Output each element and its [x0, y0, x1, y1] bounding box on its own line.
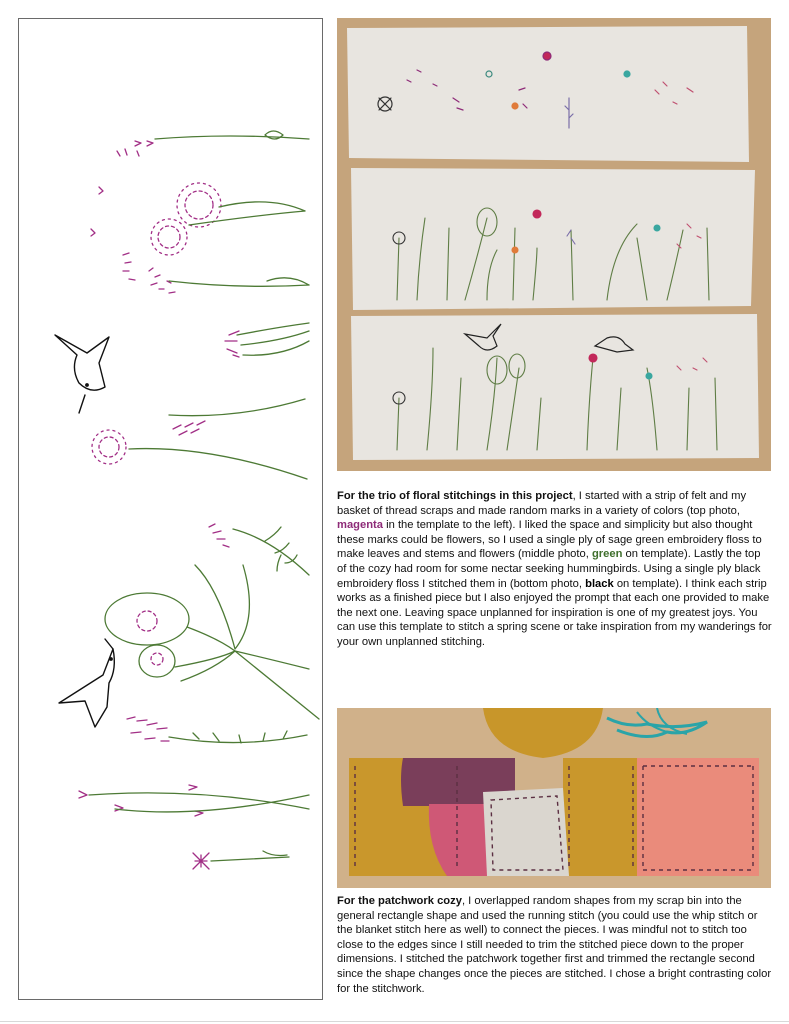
patchwork-description-lead: For the patchwork cozy — [337, 895, 462, 907]
floral-description — [337, 489, 772, 650]
embroidery-template — [18, 18, 323, 1000]
floral-strips-photo — [337, 18, 771, 471]
patchwork-text: , I overlapped random shapes from my scrap bin into the general rectangle shape and used the running stitch (you could use the whip stitch or the blanket stitch here as well) to connect the pieces. I was mindful not to stitch too close to the edges since I still needed to trim the stitched piece down to the proper dimensions. I stitched the patchwork together first and trimmed the rectangle second since the shape changes once the pieces are stitched. I chose a bright contrasting color for the stitchwork. — [337, 895, 772, 995]
patchwork-description — [337, 894, 772, 996]
black-highlight: black — [585, 577, 614, 590]
floral-description-lead: For the trio of floral stitchings in this project — [337, 490, 573, 502]
magenta-highlight: magenta — [337, 519, 384, 532]
page-bottom-rule — [0, 1021, 789, 1022]
patchwork-photo — [337, 708, 771, 888]
template-drawing — [19, 19, 324, 1001]
floral-text-4: on template). I think each strip works as a finished piece but I also enjoyed the prompt that each one provided to make the next one. Leaving space unplanned for inspiration is one of my greatest joys. You can use this template to stitch a spring scene or take inspiration from my wanderings for your own unplanned stitching. — [337, 577, 772, 648]
template-green-stems — [89, 131, 319, 861]
floral-text-2: in the template to the left). I liked the space and simplicity but also thought these marks could be flowers, so I used a single ply of sage green embroidery floss to make leaves and stems and flowers (middle photo, — [337, 519, 762, 561]
floral-text-3: on template). Lastly the top of the cozy had room for some nectar seeking hummingbirds. Using a single ply black embroidery floss I stitched them in (bottom photo, — [337, 548, 761, 590]
floral-text-1: , I started with a strip of felt and my basket of thread scraps and made random marks in a variety of colors (top photo, — [337, 490, 747, 517]
template-magenta-marks — [79, 141, 239, 869]
template-black-hummingbirds — [55, 335, 114, 727]
green-highlight: green — [591, 548, 623, 561]
